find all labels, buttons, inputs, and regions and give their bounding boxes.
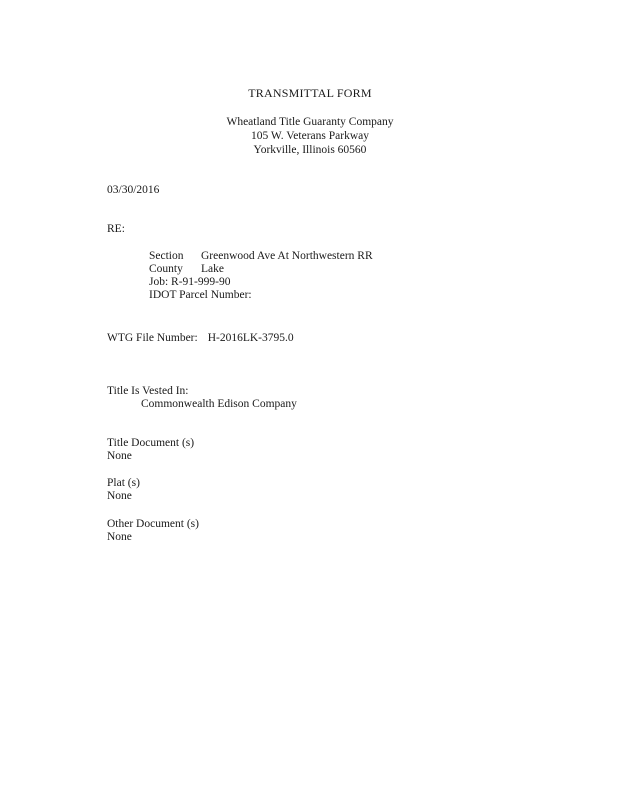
form-date: 03/30/2016 (107, 184, 160, 196)
vested-value: Commonwealth Edison Company (141, 398, 297, 410)
wtg-file-label: WTG File Number: (107, 332, 198, 344)
re-details (149, 250, 373, 302)
section-value: Greenwood Ave At Northwestern RR (201, 250, 373, 262)
other-documents-value: None (107, 531, 132, 543)
idot-parcel-number: IDOT Parcel Number: (149, 289, 252, 301)
company-address-line2: Yorkville, Illinois 60560 (253, 144, 367, 156)
wtg-file-row (107, 332, 294, 345)
county-value: Lake (201, 263, 224, 275)
re-label: RE: (107, 223, 125, 235)
title-documents-value: None (107, 450, 132, 462)
company-name: Wheatland Title Guaranty Company (226, 116, 394, 128)
section-row (149, 250, 373, 263)
county-label: County (149, 263, 183, 275)
plats-value: None (107, 490, 132, 502)
section-label: Section (149, 250, 184, 262)
wtg-file-value: H-2016LK-3795.0 (207, 332, 294, 344)
title-documents-label: Title Document (s) (107, 437, 195, 449)
plats-label: Plat (s) (107, 477, 140, 489)
vested-label: Title Is Vested In: (107, 385, 189, 397)
company-header (0, 115, 620, 157)
company-address-line1: 105 W. Veterans Parkway (251, 130, 369, 142)
form-title: TRANSMITTAL FORM (248, 86, 372, 100)
other-documents-label: Other Document (s) (107, 518, 199, 530)
county-row (149, 263, 373, 276)
job-number: Job: R-91-999-90 (149, 276, 231, 288)
